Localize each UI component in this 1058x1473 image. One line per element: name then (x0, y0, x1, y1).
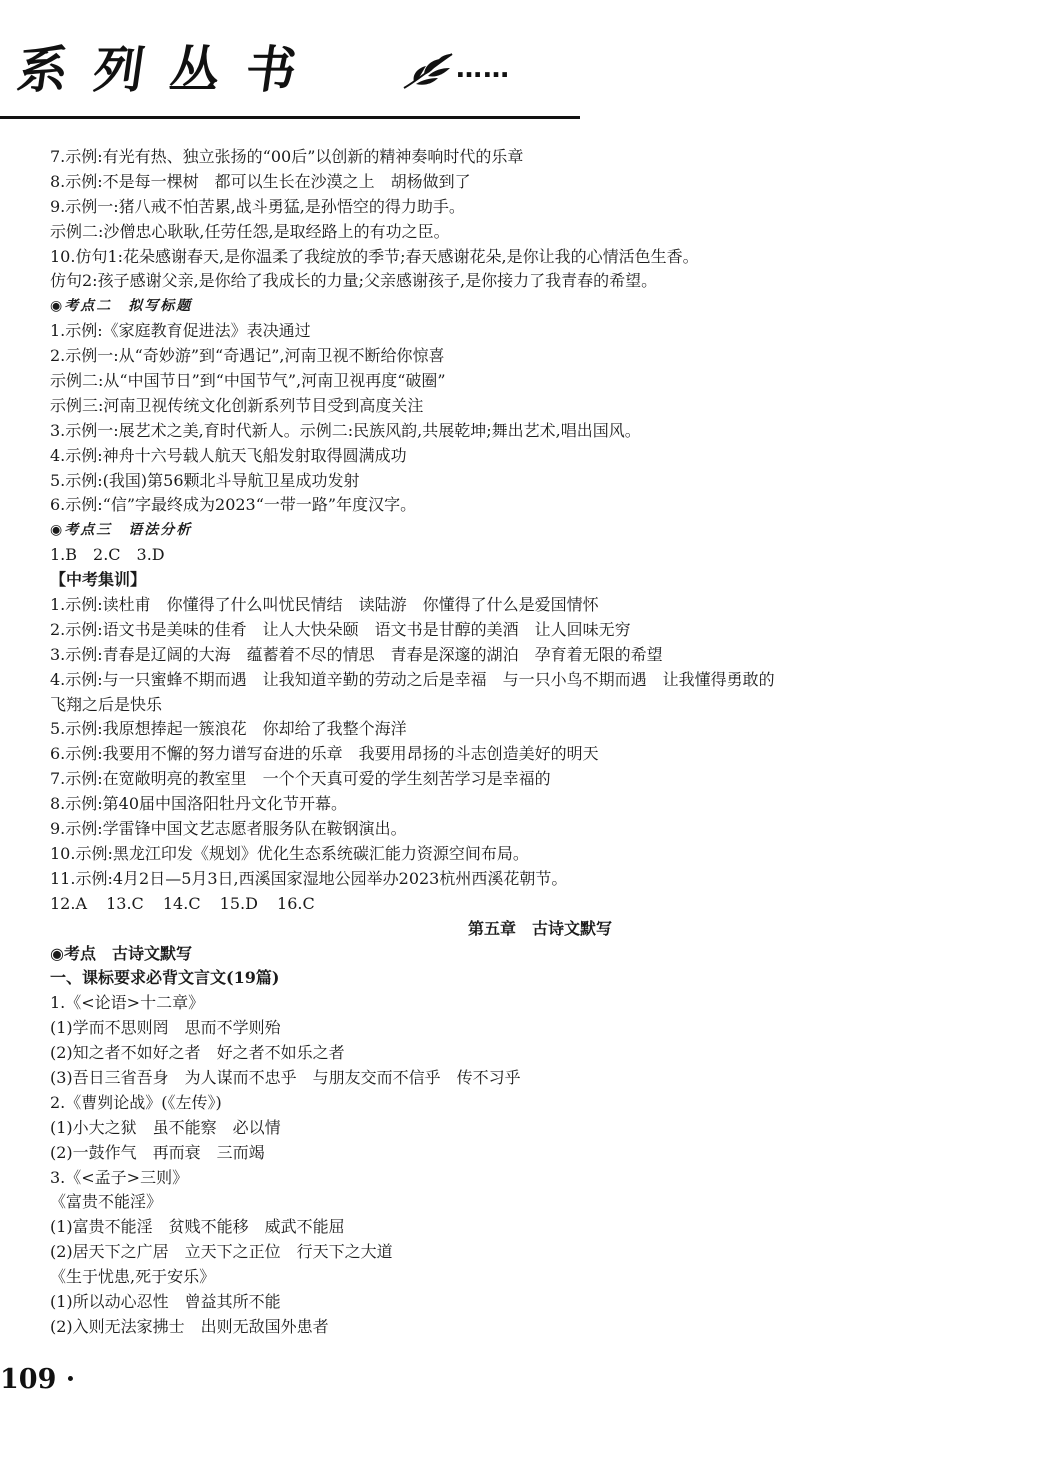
answer-line: (1)所以动心忍性 曾益其所不能 (50, 1291, 281, 1311)
series-title: 系列丛书 (13, 41, 327, 99)
kaodian-heading: ◉考点 古诗文默写 (50, 943, 192, 963)
page-number: 109 · (0, 1364, 76, 1395)
answer-line: 1.示例:《家庭教育促进法》表决通过 (50, 321, 311, 341)
answer-line: 示例三:河南卫视传统文化创新系列节目受到高度关注 (50, 395, 424, 415)
leaf-icon (400, 44, 456, 100)
answer-line: 9.示例:学雷锋中国文艺志愿者服务队在鞍钢演出。 (50, 819, 407, 839)
answer-line: 10.示例:黑龙江印发《规划》优化生态系统碳汇能力资源空间布局。 (50, 843, 529, 863)
answer-line: (1)学而不思则罔 思而不学则殆 (50, 1018, 281, 1038)
answer-line: 仿句2:孩子感谢父亲,是你给了我成长的力量;父亲感谢孩子,是你接力了我青春的希望。 (50, 271, 658, 291)
choice-answer: 16.C (277, 893, 315, 913)
section-heading-kaodian-2: ◉考点二 拟写标题 (50, 298, 193, 315)
choice-answer: 14.C (162, 893, 201, 913)
answer-line: (2)入则无法家拂士 出则无敌国外患者 (50, 1316, 329, 1336)
answer-line: 3.《<孟子>三则》 (50, 1167, 189, 1187)
answer-line: 7.示例:有光有热、独立张扬的“00后”以创新的精神奏响时代的乐章 (50, 147, 524, 166)
answer-line: 飞翔之后是快乐 (50, 694, 163, 714)
sub-heading: 一、课标要求必背文言文(19篇) (50, 968, 280, 988)
answer-line: 1.《<论语>十二章》 (50, 993, 205, 1013)
page-header (0, 0, 1058, 130)
answer-line: 《富贵不能淫》 (50, 1192, 163, 1212)
answer-content (50, 145, 1010, 1340)
answer-line: 4.示例:与一只蜜蜂不期而遇 让我知道辛勤的劳动之后是幸福 与一只小鸟不期而遇 让我懂得勇敢的 (50, 669, 775, 689)
answer-line: 5.示例:我原想捧起一簇浪花 你却给了我整个海洋 (50, 719, 407, 739)
answer-line: 2.示例一:从“奇妙游”到“奇遇记”,河南卫视不断给你惊喜 (50, 346, 445, 366)
answer-line: 10.仿句1:花朵感谢春天,是你温柔了我绽放的季节;春天感谢花朵,是你让我的心情活色生香。 (50, 246, 699, 266)
choice-answer: 12.A (50, 893, 87, 913)
answer-line: (2)居天下之广居 立天下之正位 行天下之大道 (50, 1242, 393, 1262)
answer-line: 2.《曹刿论战》(《左传》) (50, 1092, 222, 1112)
header-rule (0, 116, 580, 119)
answer-line: 示例二:从“中国节日”到“中国节气”,河南卫视再度“破圈” (50, 371, 446, 391)
answer-line: 6.示例:“信”字最终成为2023“一带一路”年度汉字。 (50, 495, 417, 515)
answer-line: (1)小大之狱 虽不能察 必以情 (50, 1117, 281, 1137)
answer-line: 8.示例:第40届中国洛阳牡丹文化节开幕。 (50, 794, 348, 814)
answer-line: (3)吾日三省吾身 为人谋而不忠乎 与朋友交而不信乎 传不习乎 (50, 1067, 521, 1087)
choice-answers (50, 892, 1010, 917)
chapter-title: 第五章 古诗文默写 (467, 918, 612, 938)
answer-line: 1.示例:读杜甫 你懂得了什么叫忧民情结 读陆游 你懂得了什么是爱国情怀 (50, 595, 599, 615)
title-dots: …… (456, 54, 510, 84)
answer-line: (2)一鼓作气 再而衰 三而竭 (50, 1142, 265, 1162)
choice-answer: 13.C (106, 893, 144, 913)
answer-line: (1)富贵不能淫 贫贱不能移 威武不能屈 (50, 1217, 345, 1237)
section-heading-kaodian-3: ◉考点三 语法分析 (50, 522, 193, 539)
answer-line: 1.B 2.C 3.D (50, 545, 165, 565)
section-heading-zhongkao: 【中考集训】 (50, 570, 147, 590)
answer-line: 2.示例:语文书是美味的佳肴 让人大快朵颐 语文书是甘醇的美酒 让人回味无穷 (50, 619, 631, 639)
choice-answer: 15.D (219, 893, 258, 913)
answer-line: 6.示例:我要用不懈的努力谱写奋进的乐章 我要用昂扬的斗志创造美好的明天 (50, 744, 599, 764)
answer-line: 3.示例一:展艺术之美,育时代新人。示例二:民族风韵,共展乾坤;舞出艺术,唱出国风。 (50, 420, 641, 440)
answer-line: 8.示例:不是每一棵树 都可以生长在沙漠之上 胡杨做到了 (50, 171, 471, 191)
answer-line: 11.示例:4月2日—5月3日,西溪国家湿地公园举办2023杭州西溪花朝节。 (50, 868, 568, 888)
answer-line: (2)知之者不如好之者 好之者不如乐之者 (50, 1043, 345, 1063)
answer-line: 7.示例:在宽敞明亮的教室里 一个个天真可爱的学生刻苦学习是幸福的 (50, 769, 551, 789)
answer-line: 4.示例:神舟十六号载人航天飞船发射取得圆满成功 (50, 445, 407, 465)
bullet-icon: ◉ (50, 298, 65, 315)
bullet-icon: ◉ (50, 522, 65, 539)
answer-line: 《生于忧患,死于安乐》 (50, 1267, 216, 1287)
answer-line: 9.示例一:猪八戒不怕苦累,战斗勇猛,是孙悟空的得力助手。 (50, 196, 465, 216)
answer-line: 5.示例:(我国)第56颗北斗导航卫星成功发射 (50, 470, 360, 490)
answer-line: 示例二:沙僧忠心耿耿,任劳任怨,是取经路上的有功之臣。 (50, 221, 450, 241)
answer-line: 3.示例:青春是辽阔的大海 蕴蓄着不尽的情思 青春是深邃的湖泊 孕育着无限的希望 (50, 644, 663, 664)
